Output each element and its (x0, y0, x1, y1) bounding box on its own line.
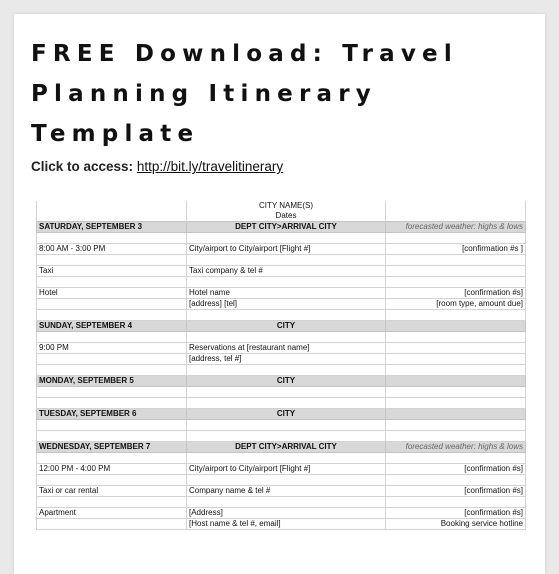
day-date: WEDNESDAY, SEPTEMBER 7 (37, 442, 187, 453)
table-cell: 9:00 PM (37, 343, 187, 354)
day-date: MONDAY, SEPTEMBER 5 (37, 376, 187, 387)
table-cell: [confirmation #s] (386, 486, 526, 497)
table-cell: [confirmation #s] (386, 288, 526, 299)
table-row (37, 365, 526, 376)
table-cell: Booking service hotline (386, 519, 526, 530)
document-page (14, 14, 545, 574)
table-row (37, 354, 526, 365)
table-cell (386, 343, 526, 354)
table-cell: Taxi (37, 266, 187, 277)
table-cell: 12:00 PM - 4:00 PM (37, 464, 187, 475)
table-cell (386, 354, 526, 365)
day-weather: forecasted weather: highs & lows (386, 442, 526, 453)
day-header-row (37, 321, 526, 332)
table-cell: 8:00 AM - 3:00 PM (37, 244, 187, 255)
table-row (37, 244, 526, 255)
table-row (37, 420, 526, 431)
table-cell: [room type, amount due] (386, 299, 526, 310)
access-label: Click to access: (31, 159, 134, 174)
table-cell: City/airport to City/airport [Flight #] (187, 464, 386, 475)
day-weather (386, 376, 526, 387)
day-weather (386, 409, 526, 420)
table-row (37, 497, 526, 508)
day-date: TUESDAY, SEPTEMBER 6 (37, 409, 187, 420)
day-header-row (37, 222, 526, 233)
day-weather: forecasted weather: highs & lows (386, 222, 526, 233)
table-row (37, 332, 526, 343)
day-date: SUNDAY, SEPTEMBER 4 (37, 321, 187, 332)
table-cell: Hotel (37, 288, 187, 299)
table-row (37, 233, 526, 244)
table-row (37, 255, 526, 266)
table-cell (37, 299, 187, 310)
table-row (37, 475, 526, 486)
city-names-cell: CITY NAME(S) (187, 201, 386, 211)
table-cell: Hotel name (187, 288, 386, 299)
table-row (37, 211, 526, 222)
table-row (37, 310, 526, 321)
day-header-row (37, 409, 526, 420)
dates-cell: Dates (187, 211, 386, 222)
day-route: CITY (187, 376, 386, 387)
table-cell: City/airport to City/airport [Flight #] (187, 244, 386, 255)
table-cell: [Address] (187, 508, 386, 519)
day-weather (386, 321, 526, 332)
table-row (37, 519, 526, 530)
table-cell: Apartment (37, 508, 187, 519)
day-route: DEPT CITY>ARRIVAL CITY (187, 442, 386, 453)
table-cell: [confirmation #s] (386, 464, 526, 475)
table-row (37, 266, 526, 277)
day-header-row (37, 442, 526, 453)
day-route: DEPT CITY>ARRIVAL CITY (187, 222, 386, 233)
table-cell: [confirmation #s ] (386, 244, 526, 255)
day-header-row (37, 376, 526, 387)
table-cell (37, 519, 187, 530)
table-cell (37, 354, 187, 365)
table-row (37, 201, 526, 211)
table-row (37, 343, 526, 354)
table-row (37, 398, 526, 409)
table-row (37, 299, 526, 310)
table-cell: Company name & tel # (187, 486, 386, 497)
table-cell: Reservations at [restaurant name] (187, 343, 386, 354)
table-row (37, 453, 526, 464)
table-row (37, 288, 526, 299)
table-cell: Taxi or car rental (37, 486, 187, 497)
table-cell: Taxi company & tel # (187, 266, 386, 277)
day-date: SATURDAY, SEPTEMBER 3 (37, 222, 187, 233)
table-row (37, 508, 526, 519)
day-route: CITY (187, 409, 386, 420)
itinerary-table (36, 201, 526, 530)
itinerary-link[interactable]: http://bit.ly/travelitinerary (136, 159, 284, 174)
day-route: CITY (187, 321, 386, 332)
table-cell: [address, tel #] (187, 354, 386, 365)
page-title: FREE Download: Travel Planning Itinerary Template (31, 41, 458, 147)
access-line (31, 159, 283, 174)
table-cell (386, 266, 526, 277)
table-row (37, 387, 526, 398)
table-row (37, 464, 526, 475)
table-cell: [Host name & tel #, email] (187, 519, 386, 530)
table-row (37, 486, 526, 497)
table-cell: [confirmation #s] (386, 508, 526, 519)
table-cell: [address] [tel] (187, 299, 386, 310)
table-row (37, 277, 526, 288)
table-row (37, 431, 526, 442)
